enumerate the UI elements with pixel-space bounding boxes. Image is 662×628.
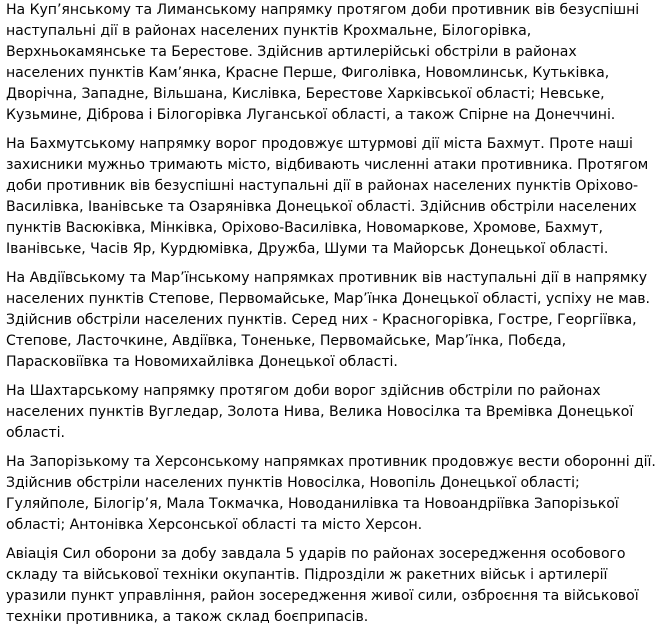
paragraph-zaporizhzhia-kherson: На Запорізькому та Херсонському напрямках противник продовжує вести оборонні дії. Здійснив обстріли населених пунктів Новосілка, Новопіль Донецької області; Гуляйполе, Білогір’я, Мала Токмачка, Новоданилівка та Новоандріївка Запорізької області; Антонівка Херсонської області та місто Херсон. xyxy=(6,454,656,533)
paragraph-kupiansk-lyman: На Куп’янському та Лиманському напрямку протягом доби противник вів безуспішні наступальні дії в районах населених пунктів Крохмальне, Білогорівка, Верхньокамянське та Берестове. Здійснив артилерійські обстріли в районах населених пунктів Кам’янка, Красне Перше, Фиголівка, Новомлинськ, Кутьківка, Дворічна, Западне, Вільшана, Кислівка, Берестове Харківської області; Невське, Кузьмине, Діброва і Білогорівка Луганської області, а також Спірне на Донеччині. xyxy=(6,2,640,123)
paragraph-shakhtarsk: На Шахтарському напрямку протягом доби ворог здійснив обстріли по районах населених пунктів Вугледар, Золота Нива, Велика Новосілка та Времівка Донецької області. xyxy=(6,383,634,441)
paragraph-avdiivka-marinka: На Авдіївському та Мар’їнському напрямках противник вів наступальні дії в напрямку населених пунктів Степове, Первомайське, Мар’їнка Донецької області, успіху не мав. Здійснив обстріли населених пунктів. Серед них - Красногорівка, Гостре, Георгіївка, Степове, Ласточкине, Авдіївка, Тоненьке, Первомайське, Мар’їнка, Побєда, Парасковіївка та Новомихайлівка Донецької області. xyxy=(6,270,650,370)
paragraph-aviation: Авіація Сил оборони за добу завдала 5 ударів по районах зосередження особового складу та військової техніки окупантів. Підрозділи ж ракетних військ і артилерії уразили пункт управління, район зосередження живої сили, озброєння та військової техніки противника, а також склад боєприпасів. xyxy=(6,546,639,625)
paragraph-bakhmut: На Бахмутському напрямку ворог продовжує штурмові дії міста Бахмут. Проте наші захисники мужньо тримають місто, відбивають численні атаки противника. Протягом доби противник вів безуспішні наступальні дії в районах населених пунктів Оріхово-Василівка, Іванівське та Озарянівка Донецької області. Здійснив обстріли населених пунктів Васюківка, Мінківка, Оріхово-Василівка, Новомаркове, Хромове, Бахмут, Іванівське, Часів Яр, Курдюмівка, Дружба, Шуми та Майорськ Донецької області. xyxy=(6,136,649,257)
